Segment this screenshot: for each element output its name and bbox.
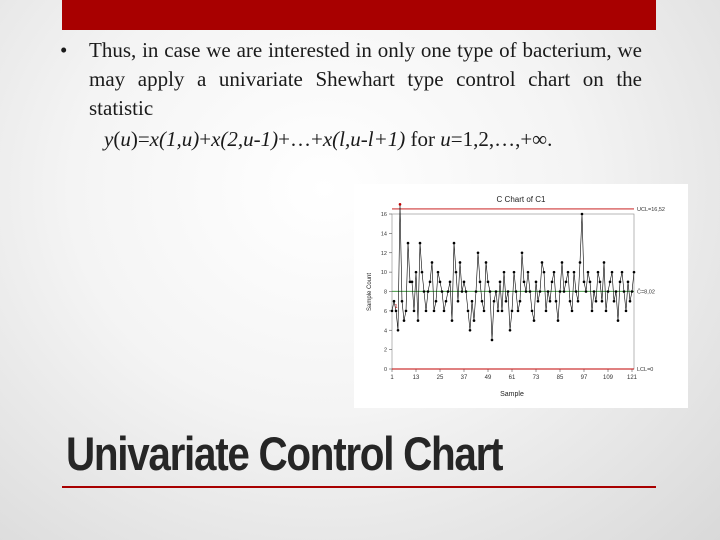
data-point (519, 300, 522, 303)
x-tick-label: 97 (580, 375, 588, 381)
data-point (523, 281, 526, 284)
data-point (437, 271, 440, 274)
data-point (499, 281, 502, 284)
data-point (535, 281, 538, 284)
x-tick-label: 37 (460, 375, 468, 381)
data-point (413, 310, 416, 313)
data-point (467, 310, 470, 313)
data-point (565, 281, 568, 284)
data-point (571, 310, 574, 313)
data-point (451, 319, 454, 322)
data-point (445, 300, 448, 303)
bullet-icon: • (60, 38, 68, 62)
chart-title: C Chart of C1 (496, 195, 546, 204)
out-of-control-marker: 1 (394, 303, 398, 310)
data-point (397, 329, 400, 332)
y-tick-label: 14 (380, 231, 387, 238)
slide-title: Univariate Control Chart (66, 427, 503, 480)
data-point (541, 261, 544, 264)
data-point (619, 281, 622, 284)
data-point (447, 290, 450, 293)
data-point (545, 310, 548, 313)
data-point (395, 310, 398, 313)
x-axis-label: Sample (500, 391, 524, 398)
data-point (497, 310, 500, 313)
data-point (473, 319, 476, 322)
data-point (419, 242, 422, 245)
data-point (391, 310, 394, 313)
data-point (491, 339, 494, 342)
x-tick-label: 49 (484, 375, 492, 381)
y-tick-label: 12 (380, 250, 387, 257)
data-point (521, 251, 524, 254)
y-tick-label: 16 (380, 212, 387, 218)
data-point (425, 310, 428, 313)
data-point (411, 281, 414, 284)
formula-x1: x (149, 127, 159, 151)
data-point (517, 310, 520, 313)
lcl-label: LCL=0 (637, 367, 654, 373)
formula-y: y (104, 127, 114, 151)
formula-arg2: (2,u-1) (220, 127, 279, 151)
data-point (433, 310, 436, 313)
x-tick-label: 109 (602, 375, 614, 381)
x-tick-label: 121 (626, 375, 638, 381)
data-point (559, 290, 562, 293)
data-point (415, 271, 418, 274)
data-point (555, 300, 558, 303)
data-point (407, 242, 410, 245)
data-point (613, 300, 616, 303)
data-point (591, 310, 594, 313)
data-point (401, 300, 404, 303)
data-point (449, 281, 452, 284)
data-point (423, 290, 426, 293)
data-point (435, 300, 438, 303)
x-tick-label: 73 (532, 375, 540, 381)
data-point (615, 290, 618, 293)
formula-line (104, 127, 552, 152)
bullet-text: Thus, in case we are interested in only one type of bacterium, we may apply a univariate Shewhart type control chart on the statistic (89, 38, 642, 120)
data-point (489, 290, 492, 293)
formula-u: u (120, 127, 131, 151)
data-point (569, 300, 572, 303)
formula-arg1: (1,u) (159, 127, 200, 151)
data-point (427, 290, 430, 293)
data-point (509, 329, 512, 332)
formula-for: for (405, 127, 441, 151)
data-point (507, 290, 510, 293)
data-point (527, 271, 530, 274)
data-point (631, 290, 634, 293)
data-point (475, 290, 478, 293)
formula-ellipsis: +…+ (278, 127, 323, 151)
data-point (469, 329, 472, 332)
data-point (623, 290, 626, 293)
data-point (503, 271, 506, 274)
data-point (585, 290, 588, 293)
ucl-label: UCL=16,52 (637, 206, 665, 213)
data-point (525, 290, 528, 293)
formula-u2: u (440, 127, 451, 151)
data-point (625, 310, 628, 313)
x-tick-label: 13 (412, 375, 420, 381)
data-point (601, 300, 604, 303)
data-point (513, 271, 516, 274)
data-point (431, 261, 434, 264)
y-tick-label: 0 (383, 367, 387, 373)
data-point (485, 261, 488, 264)
formula-plus: + (199, 127, 212, 151)
x-tick-label: 61 (508, 375, 516, 381)
data-point (429, 281, 432, 284)
data-point (579, 261, 582, 264)
data-point (487, 281, 490, 284)
data-point (463, 281, 466, 284)
data-point (553, 271, 556, 274)
data-point (605, 310, 608, 313)
data-point (583, 281, 586, 284)
formula-range: =1,2,…,+∞. (450, 127, 553, 151)
data-point (603, 261, 606, 264)
data-point (617, 319, 620, 322)
data-point (417, 319, 420, 322)
title-underline (62, 486, 656, 488)
data-point (479, 281, 482, 284)
data-point (505, 300, 508, 303)
data-point (495, 290, 498, 293)
data-point (587, 271, 590, 274)
data-point (557, 319, 560, 322)
data-point (575, 290, 578, 293)
data-point (403, 319, 406, 322)
data-point (597, 271, 600, 274)
y-tick-label: 6 (383, 308, 387, 315)
data-point (573, 271, 576, 274)
data-point (607, 290, 610, 293)
y-tick-label: 4 (383, 328, 387, 335)
data-point (547, 290, 550, 293)
data-point (461, 290, 464, 293)
data-point (457, 300, 460, 303)
control-chart-image (354, 184, 688, 408)
data-point (439, 281, 442, 284)
data-point (563, 290, 566, 293)
data-point (633, 271, 636, 274)
formula-x3: x (322, 127, 333, 151)
data-point (393, 300, 396, 303)
data-point (455, 271, 458, 274)
data-point (441, 290, 444, 293)
data-point (593, 290, 596, 293)
data-point (581, 213, 584, 216)
formula-x2: x (211, 127, 221, 151)
data-point (477, 251, 480, 254)
data-point (595, 300, 598, 303)
y-tick-label: 2 (383, 347, 387, 354)
data-point (539, 290, 542, 293)
data-point (465, 290, 468, 293)
data-point (529, 290, 532, 293)
data-point (421, 271, 424, 274)
c-chart-svg (354, 184, 688, 408)
formula-arg3: (l,u-l+1) (332, 127, 406, 151)
bullet-paragraph (60, 36, 642, 123)
x-tick-label: 1 (390, 375, 394, 381)
data-point (459, 261, 462, 264)
data-point (599, 281, 602, 284)
data-point (609, 281, 612, 284)
y-tick-label: 8 (383, 289, 387, 296)
data-point (611, 271, 614, 274)
data-point (399, 203, 402, 206)
data-point (589, 281, 592, 284)
data-point (537, 300, 540, 303)
data-point (453, 242, 456, 245)
y-axis-label: Sample Count (367, 272, 373, 312)
center-label: C̄=8,02 (637, 289, 655, 296)
y-tick-label: 10 (380, 270, 387, 277)
data-point (549, 300, 552, 303)
data-point (533, 319, 536, 322)
data-point (493, 300, 496, 303)
data-point (483, 310, 486, 313)
data-point (627, 281, 630, 284)
formula-eq: )= (130, 127, 150, 151)
formula-paren: ( (113, 127, 121, 151)
data-point (481, 300, 484, 303)
data-point (561, 261, 564, 264)
data-point (443, 310, 446, 313)
data-point (629, 300, 632, 303)
x-tick-label: 25 (436, 375, 444, 381)
data-point (621, 271, 624, 274)
data-point (531, 310, 534, 313)
data-point (511, 310, 514, 313)
data-point (577, 300, 580, 303)
data-point (567, 271, 570, 274)
data-point (543, 271, 546, 274)
top-accent-bar (62, 0, 656, 30)
data-point (551, 281, 554, 284)
x-tick-label: 85 (556, 375, 564, 381)
data-point (515, 290, 518, 293)
data-point (471, 300, 474, 303)
data-point (501, 310, 504, 313)
data-point (405, 310, 408, 313)
